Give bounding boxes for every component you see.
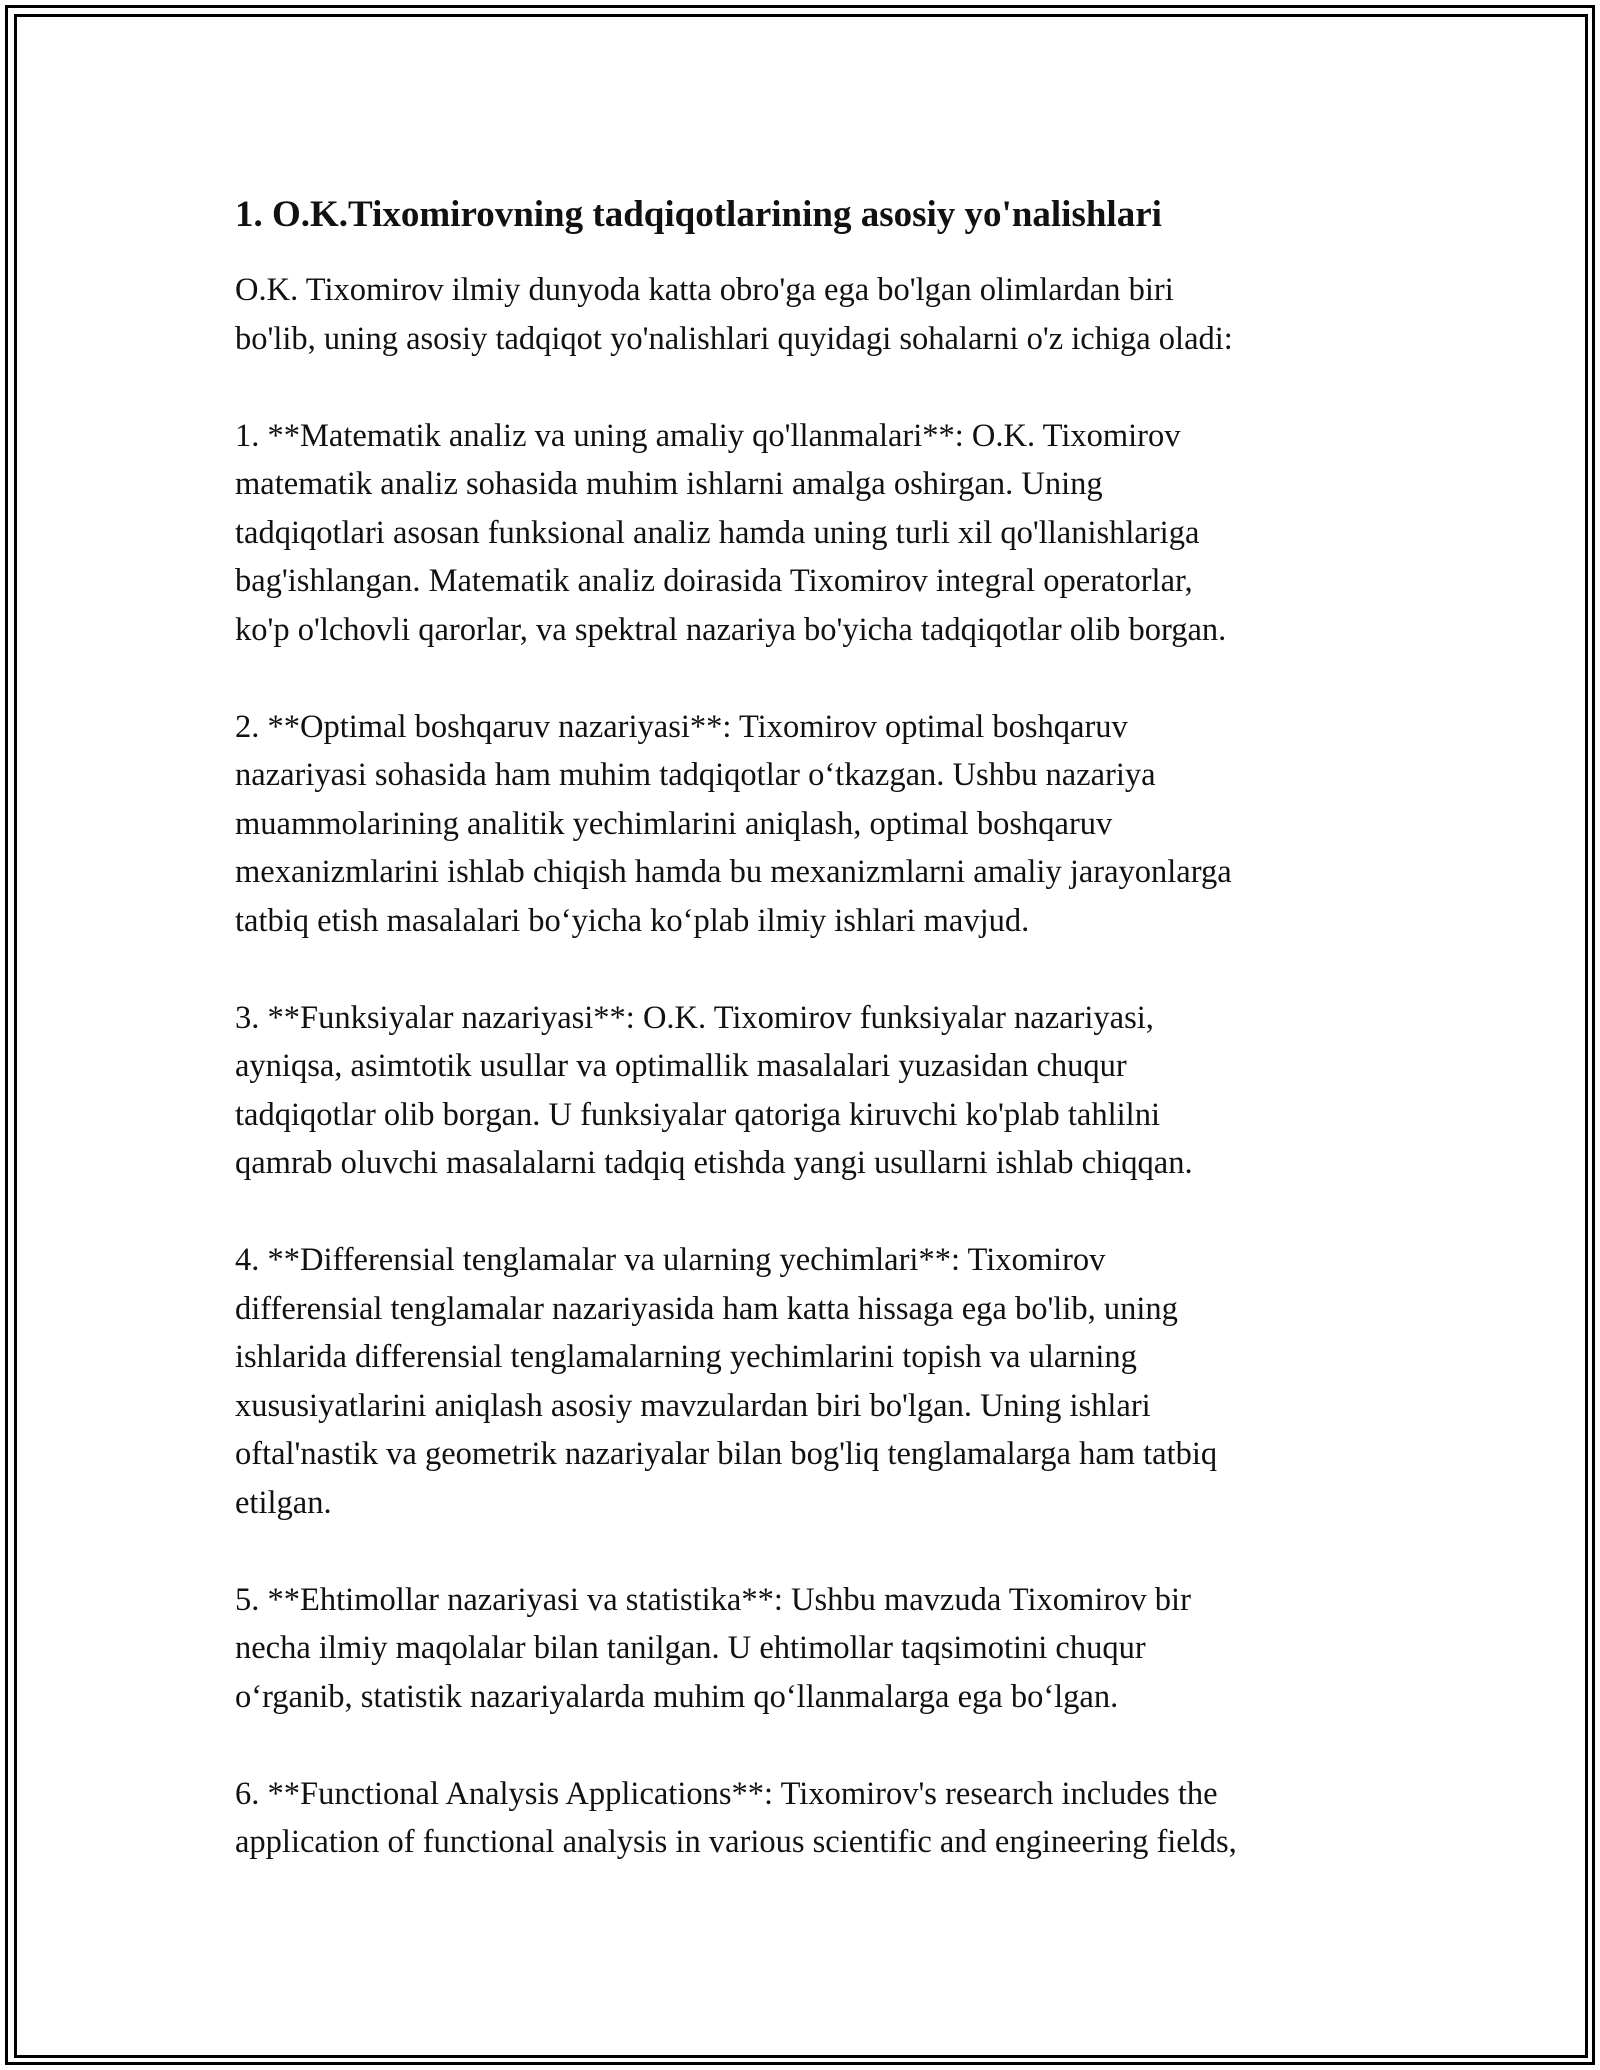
text-line: nazariyasi sohasida ham muhim tadqiqotlar oʻtkazgan. Ushbu nazariya: [235, 757, 1156, 793]
text-line: bo'lib, uning asosiy tadqiqot yo'nalishlari quyidagi sohalarni o'z ichiga oladi:: [235, 320, 1233, 357]
text-line: 4. **Differensial tenglamalar va ularning yechimlari**: Tixomirov: [235, 1242, 1106, 1278]
text-line: bag'ishlangan. Matematik analiz doirasida Tixomirov integral operatorlar,: [235, 563, 1193, 599]
text-line: tadqiqotlari asosan funksional analiz hamda uning turli xil qo'llanishlariga: [235, 514, 1200, 551]
text-line: tadqiqotlar olib borgan. U funksiyalar qatoriga kiruvchi ko'plab tahlilni: [235, 1096, 1160, 1133]
list-item-6: [235, 1770, 1385, 1867]
document-body: [235, 188, 1385, 1915]
text-line: oʻrganib, statistik nazariyalarda muhim qoʻllanmalarga ega boʻlgan.: [235, 1678, 1119, 1715]
list-item-2: [235, 703, 1385, 946]
text-line: ishlarida differensial tenglamalarning yechimlarini topish va ularning: [235, 1339, 1137, 1375]
text-line: application of functional analysis in various scientific and engineering fields,: [235, 1824, 1237, 1860]
text-line: muammolarining analitik yechimlarini aniqlash, optimal boshqaruv: [235, 805, 1113, 842]
text-line: 2. **Optimal boshqaruv nazariyasi**: Tixomirov optimal boshqaruv: [235, 708, 1128, 745]
text-line: 3. **Funksiyalar nazariyasi**: O.K. Tixomirov funksiyalar nazariyasi,: [235, 999, 1154, 1036]
section-heading: 1. O.K.Tixomirovning tadqiqotlarining asosiy yo'nalishlari: [235, 194, 1162, 235]
text-line: necha ilmiy maqolalar bilan tanilgan. U ehtimollar taqsimotini chuqur: [235, 1630, 1146, 1666]
list-item-4: [235, 1236, 1385, 1527]
text-line: O.K. Tixomirov ilmiy dunyoda katta obro'ga ega bo'lgan olimlardan biri: [235, 272, 1174, 308]
text-line: 5. **Ehtimollar nazariyasi va statistika**: Ushbu mavzuda Tixomirov bir: [235, 1581, 1191, 1618]
list-item-5: [235, 1576, 1385, 1722]
list-item-1: [235, 412, 1385, 655]
text-line: 6. **Functional Analysis Applications**: Tixomirov's research includes the: [235, 1775, 1218, 1812]
intro-paragraph: [235, 266, 1385, 363]
list-item-3: [235, 994, 1385, 1188]
text-line: qamrab oluvchi masalalarni tadqiq etishda yangi usullarni ishlab chiqqan.: [235, 1145, 1193, 1181]
text-line: ayniqsa, asimtotik usullar va optimallik masalalari yuzasidan chuqur: [235, 1048, 1127, 1084]
text-line: tatbiq etish masalalari boʻyicha koʻplab ilmiy ishlari mavjud.: [235, 902, 1030, 939]
text-line: xususiyatlarini aniqlash asosiy mavzulardan biri bo'lgan. Uning ishlari: [235, 1387, 1151, 1424]
text-line: matematik analiz sohasida muhim ishlarni amalga oshirgan. Uning: [235, 466, 1103, 502]
text-line: ko'p o'lchovli qarorlar, va spektral nazariya bo'yicha tadqiqotlar olib borgan.: [235, 611, 1227, 648]
text-line: mexanizmlarini ishlab chiqish hamda bu mexanizmlarni amaliy jarayonlarga: [235, 854, 1232, 890]
text-line: 1. **Matematik analiz va uning amaliy qo'llanmalari**: O.K. Tixomirov: [235, 417, 1181, 454]
text-line: differensial tenglamalar nazariyasida ham katta hissaga ega bo'lib, uning: [235, 1290, 1178, 1327]
text-line: etilgan.: [235, 1484, 332, 1521]
text-line: oftal'nastik va geometrik nazariyalar bilan bog'liq tenglamalarga ham tatbiq: [235, 1436, 1218, 1472]
